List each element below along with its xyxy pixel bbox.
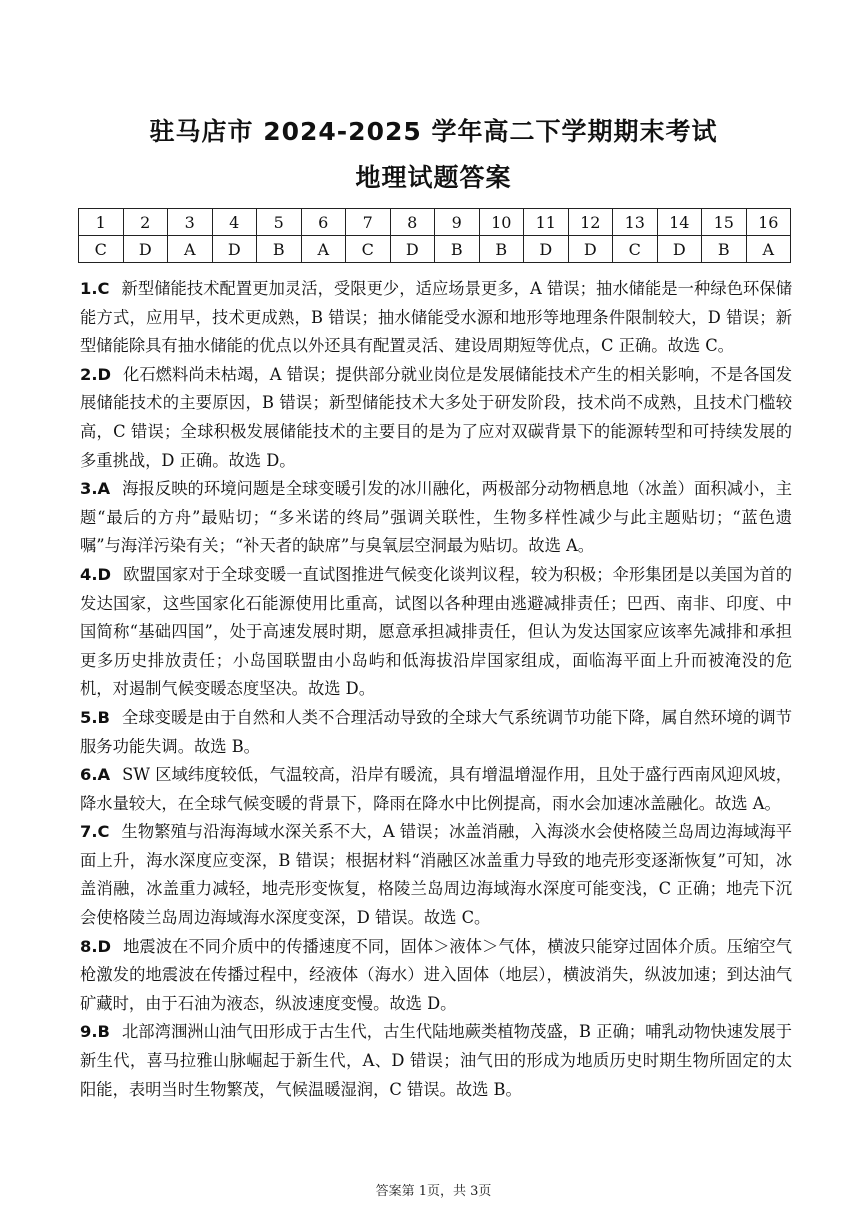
answer-cell: A: [301, 236, 346, 263]
explanation-item: [80, 761, 792, 818]
answer-cell: D: [212, 236, 257, 263]
explanation-answer: A: [97, 765, 111, 785]
question-number-cell: 15: [702, 209, 747, 236]
explanation-answer: B: [97, 1022, 110, 1042]
explanation-number: 2.: [80, 364, 98, 384]
explanation-text: 新型储能技术配置更加灵活，受限更少，适应场景更多，A 错误；抽水储能是一种绿色环保储能方式，应用早，技术更成熟，B 错误；抽水储能受水源和地形等地理条件限制较大，D 错误；新型储能除具有抽水储能的优点以外还具有配置灵活、建设周期短等优点，C 正确。故选 C。: [80, 279, 792, 356]
answer-sheet-title: 地理试题答案: [355, 163, 512, 192]
explanation-text: 化石燃料尚未枯竭，A 错误；提供部分就业岗位是发展储能技术产生的相关影响，不是各国发展储能技术的主要原因，B 错误；新型储能技术大多处于研发阶段，技术尚不成熟，且技术门槛较高，C 错误；全球积极发展储能技术的主要目的是为了应对双碳背景下的能源转型和可持续发展的多重挑战，D 正确。故选 D。: [80, 364, 792, 470]
answer-cell: D: [568, 236, 613, 263]
question-number-cell: 3: [168, 209, 213, 236]
question-number-cell: 12: [568, 209, 613, 236]
question-number-cell: 8: [390, 209, 435, 236]
explanation-item: [80, 1018, 792, 1104]
explanation-item: [80, 361, 792, 475]
answer-cell: C: [79, 236, 124, 263]
explanation-item: [80, 275, 792, 361]
explanation-number: 7.: [80, 822, 98, 842]
exam-title: 驻马店市 2024-2025 学年高二下学期期末考试: [149, 117, 718, 146]
explanation-text: 地震波在不同介质中的传播速度不同，固体＞液体＞气体，横波只能穿过固体介质。压缩空气枪激发的地震波在传播过程中，经液体（海水）进入固体（地层），横波消失，纵波加速；到达油气矿藏时，由于石油为液态，纵波速度变慢。故选 D。: [80, 936, 792, 1013]
explanation-text: 生物繁殖与沿海海域水深关系不大，A 错误；冰盖消融，入海淡水会使格陵兰岛周边海域海平面上升，海水深度应变深，B 错误；根据材料“消融区冰盖重力导致的地壳形变逐渐恢复”可知，冰盖消融，冰盖重力减轻，地壳形变恢复，格陵兰岛周边海域海水深度可能变浅，C 正确；地壳下沉会使格陵兰岛周边海域海水深度变深，D 错误。故选 C。: [80, 822, 792, 928]
explanation-item: [80, 561, 792, 704]
explanation-number: 4.: [80, 564, 98, 584]
answer-cell: B: [702, 236, 747, 263]
explanation-answer: C: [97, 822, 110, 842]
explanation-answer: A: [97, 479, 111, 499]
answer-cell: D: [657, 236, 702, 263]
question-number-cell: 1: [79, 209, 124, 236]
explanation-answer: B: [97, 707, 110, 727]
answer-cell: D: [524, 236, 569, 263]
answer-cell: B: [435, 236, 480, 263]
question-number-cell: 16: [746, 209, 791, 236]
question-number-cell: 2: [123, 209, 168, 236]
explanation-text: 海报反映的环境问题是全球变暖引发的冰川融化，两极部分动物栖息地（冰盖）面积减小，主题“最后的方舟”最贴切；“多米诺的终局”强调关联性，生物多样性减少与此主题贴切；“蓝色遗嘱”与海洋污染有关；“补天者的缺席”与臭氧层空洞最为贴切。故选 A。: [80, 479, 792, 556]
explanation-item: [80, 704, 792, 761]
explanation-answer: C: [97, 279, 110, 298]
question-number-cell: 5: [257, 209, 302, 236]
question-number-cell: 7: [346, 209, 391, 236]
answer-cell: D: [390, 236, 435, 263]
answer-cell: C: [346, 236, 391, 263]
explanation-text: 欧盟国家对于全球变暖一直试图推进气候变化谈判议程，较为积极；伞形集团是以美国为首的发达国家，这些国家化石能源使用比重高，试图以各种理由逃避减排责任；巴西、南非、印度、中国简称“基础四国”，处于高速发展时期，愿意承担减排责任，但认为发达国家应该率先减排和承担更多历史排放责任；小岛国联盟由小岛屿和低海拔沿岸国家组成，面临海平面上升而被淹没的危机，对遏制气候变暖态度坚决。故选 D。: [80, 564, 792, 699]
question-number-row: [79, 209, 791, 236]
explanations: [80, 275, 792, 1104]
explanation-number: 1.: [80, 279, 98, 298]
page-footer: 答案第 1页，共 3页: [375, 1184, 492, 1199]
answer-row: [79, 236, 791, 263]
question-number-cell: 13: [613, 209, 658, 236]
answer-key-table: [78, 208, 791, 263]
question-number-cell: 4: [212, 209, 257, 236]
explanation-number: 5.: [80, 707, 98, 727]
explanation-text: SW 区域纬度较低，气温较高，沿岸有暖流，具有增温增湿作用，且处于盛行西南风迎风坡，降水量较大，在全球气候变暖的背景下，降雨在降水中比例提高，雨水会加速冰盖融化。故选 A。: [80, 765, 792, 813]
explanation-answer: D: [97, 936, 112, 956]
explanation-number: 6.: [80, 765, 98, 785]
question-number-cell: 14: [657, 209, 702, 236]
question-number-cell: 6: [301, 209, 346, 236]
explanation-answer: D: [97, 364, 112, 384]
explanation-item: [80, 933, 792, 1019]
question-number-cell: 11: [524, 209, 569, 236]
explanation-number: 9.: [80, 1022, 98, 1042]
explanation-text: 北部湾涠洲山油气田形成于古生代，古生代陆地蕨类植物茂盛，B 正确；哺乳动物快速发展于新生代，喜马拉雅山脉崛起于新生代，A、D 错误；油气田的形成为地质历史时期生物所固定的太阳能，表明当时生物繁茂，气候温暖湿润，C 错误。故选 B。: [80, 1022, 792, 1099]
explanation-text: 全球变暖是由于自然和人类不合理活动导致的全球大气系统调节功能下降，属自然环境的调节服务功能失调。故选 B。: [80, 707, 792, 756]
explanation-number: 8.: [80, 936, 98, 956]
explanation-item: [80, 475, 792, 561]
answer-cell: A: [746, 236, 791, 263]
question-number-cell: 9: [435, 209, 480, 236]
answer-cell: C: [613, 236, 658, 263]
answer-cell: B: [479, 236, 524, 263]
explanation-item: [80, 818, 792, 932]
answer-cell: D: [123, 236, 168, 263]
answer-cell: A: [168, 236, 213, 263]
explanation-number: 3.: [80, 479, 98, 499]
question-number-cell: 10: [479, 209, 524, 236]
answer-cell: B: [257, 236, 302, 263]
explanation-answer: D: [97, 564, 112, 584]
